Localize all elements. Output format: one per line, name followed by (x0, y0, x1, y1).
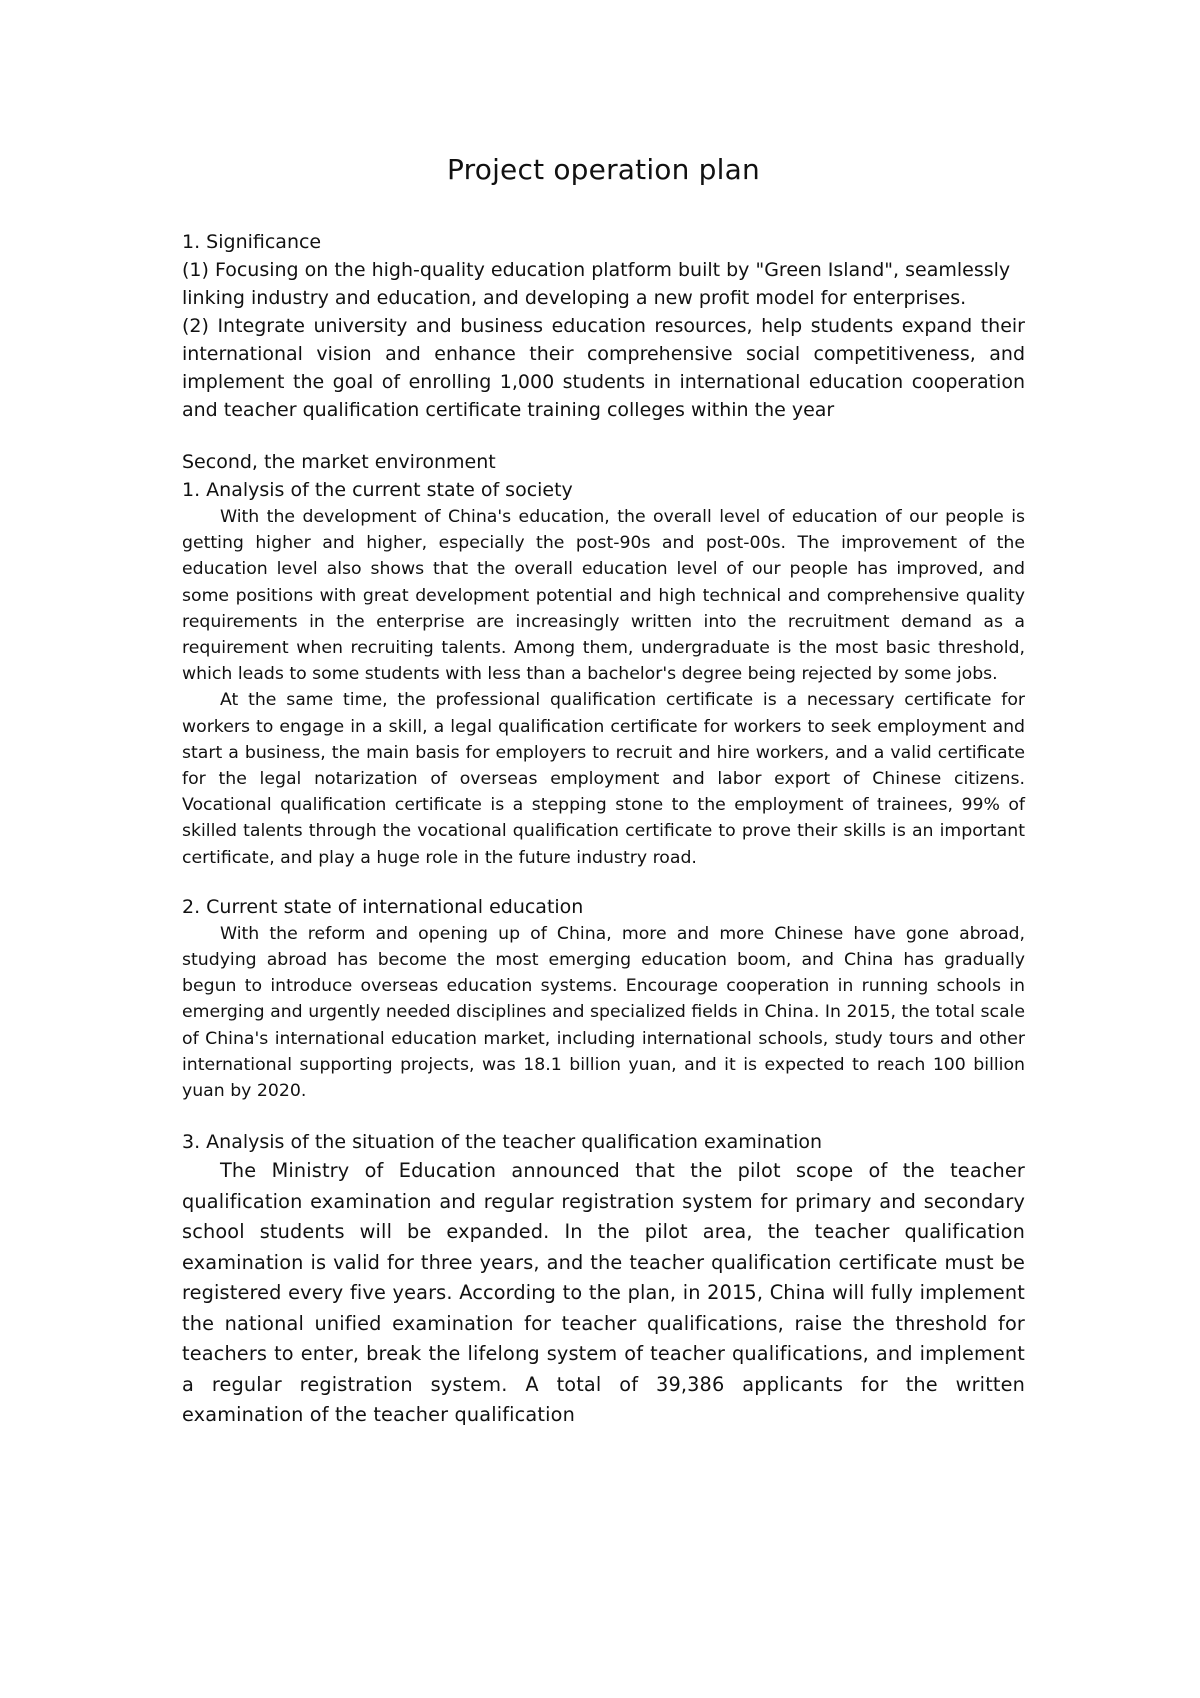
spacer (182, 871, 1025, 893)
society-paragraph-1: With the development of China's education, the overall level of education of our people is getting higher and higher, especially the post-90s and post-00s. The improvement of the education level also shows that the overall education level of our people has improved, and some positions with great development potential and high technical and comprehensive quality requirements in the enterprise are increasingly written into the recruitment demand as a requirement when recruiting talents. Among them, undergraduate is the most basic threshold, which leads to some students with less than a bachelor's degree being rejected by some jobs. (182, 507, 1025, 685)
spacer (182, 1104, 1025, 1128)
international-paragraph: With the reform and opening up of China, more and more Chinese have gone abroad, studying abroad has become the most emerging education boom, and China has gradually begun to introduce overseas education systems. Encourage cooperation in running schools in emerging and urgently needed disciplines and specialized fields in China. In 2015, the total scale of China's international education market, including international schools, study tours and other international supporting projects, was 18.1 billion yuan, and it is expected to reach 100 billion yuan by 2020. (182, 923, 1025, 1102)
society-paragraph-2: At the same time, the professional qualification certificate is a necessary certificate for workers to engage in a skill, a legal qualification certificate for workers to seek employment and start a business, the main basis for employers to recruit and hire workers, and a valid certificate for the legal notarization of overseas employment and labor export of Chinese citizens. Vocational qualification certificate is a stepping stone to the employment of trainees, 99% of skilled talents through the vocational qualification certificate to prove their skills is an important certificate, and play a huge role in the future industry road. (182, 690, 1025, 868)
subsection-heading-teacher: 3. Analysis of the situation of the teacher qualification examination (182, 1131, 823, 1154)
significance-point-1: (1) Focusing on the high-quality education platform built by "Green Island", seamlessly linking industry and education, and developing a new profit model for enterprises. (182, 259, 1011, 309)
document-title: Project operation plan (447, 153, 760, 186)
subsection-heading-society: 1. Analysis of the current state of society (182, 479, 573, 501)
spacer (182, 424, 1025, 448)
document-body (182, 150, 1025, 1431)
section-heading-significance: 1. Significance (182, 231, 322, 253)
section-heading-market: Second, the market environment (182, 451, 496, 473)
subsection-heading-international: 2. Current state of international education (182, 895, 584, 918)
significance-point-2: (2) Integrate university and business education resources, help students expand their international vision and enhance their comprehensive social competitiveness, and implement the goal of enrolling 1,000 students in international education cooperation and teacher qualification certificate training colleges within the year (182, 315, 1025, 421)
teacher-paragraph: The Ministry of Education announced that the pilot scope of the teacher qualification examination and regular registration system for primary and secondary school students will be expanded. In the pilot area, the teacher qualification examination is valid for three years, and the teacher qualification certificate must be registered every five years. According to the plan, in 2015, China will fully implement the national unified examination for teacher qualifications, raise the threshold for teachers to enter, break the lifelong system of teacher qualifications, and implement a regular registration system. A total of 39,386 applicants for the written examination of the teacher qualification (182, 1159, 1025, 1427)
